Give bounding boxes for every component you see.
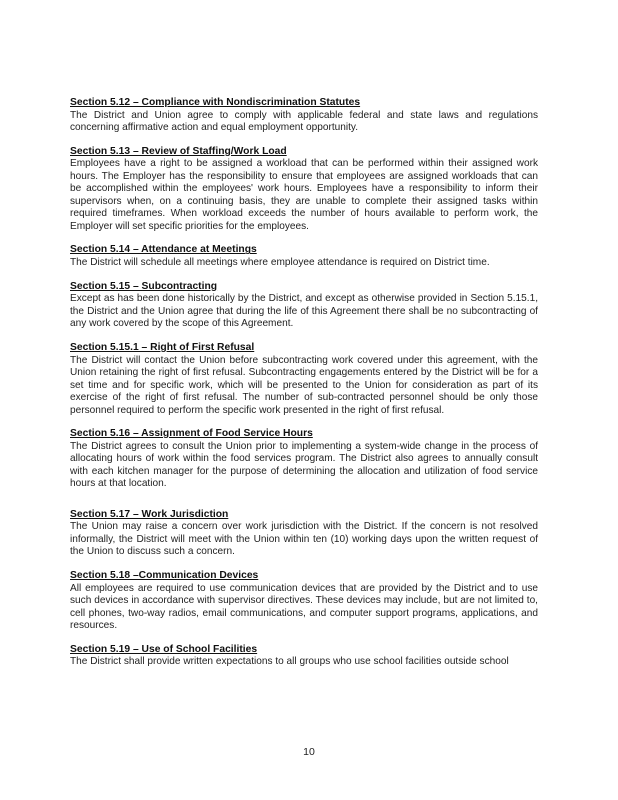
section-body: The District agrees to consult the Union prior to implementing a system-wide change in the process of allocating hours of work within the food services program. The District also agrees to annually consult with each kitchen manager for the purpose of determining the allocation and utilization of food service hours at that location.	[70, 440, 538, 490]
section-5-18	[70, 570, 538, 633]
section-heading: Section 5.16 – Assignment of Food Service Hours	[70, 428, 313, 440]
section-body: The District and Union agree to comply with applicable federal and state laws and regulations concerning affirmative action and equal employment opportunity.	[70, 109, 538, 134]
page-number: 10	[303, 746, 315, 758]
section-body: The District will schedule all meetings where employee attendance is required on District time.	[70, 257, 490, 269]
section-body: Employees have a right to be assigned a workload that can be performed within their assigned work hours. The Employer has the responsibility to ensure that employees are assigned workloads that can be accomplished within the employees' work hours. Employees have a responsibility to inform their supervisors when, on a continuing basis, they are unable to complete their assigned tasks within required timeframes. When workload exceeds the number of hours available to perform work, the Employer will set specific priorities for the employees.	[70, 158, 538, 232]
section-heading: Section 5.13 – Review of Staffing/Work Load	[70, 145, 287, 157]
section-heading: Section 5.19 – Use of School Facilities	[70, 643, 258, 655]
section-heading: Section 5.15.1 – Right of First Refusal	[70, 341, 255, 353]
section-heading: Section 5.12 – Compliance with Nondiscrimination Statutes	[70, 97, 361, 108]
page-content	[70, 97, 538, 680]
section-5-15	[70, 281, 538, 331]
section-heading: Section 5.17 – Work Jurisdiction	[70, 508, 229, 520]
section-body: The District shall provide written expectations to all groups who use school facilities outside school	[70, 656, 509, 668]
section-heading: Section 5.15 – Subcontracting	[70, 280, 218, 292]
section-body: The Union may raise a concern over work jurisdiction with the District. If the concern is not resolved informally, the District will meet with the Union within ten (10) working days upon the written request of the Union to discuss such a concern.	[70, 521, 538, 558]
section-heading: Section 5.14 – Attendance at Meetings	[70, 244, 257, 256]
section-5-13	[70, 146, 538, 234]
section-body: Except as has been done historically by the District, and except as otherwise provided in Section 5.15.1, the District and the Union agree that during the life of this Agreement there shall be no subcontracting of any work covered by the scope of this Agreement.	[70, 293, 538, 330]
section-5-14	[70, 244, 538, 269]
section-5-12	[70, 97, 538, 135]
section-5-19	[70, 644, 538, 669]
section-5-15-1	[70, 342, 538, 417]
section-body: All employees are required to use communication devices that are provided by the District and to use such devices in accordance with supervisor directives. These devices may include, but are not limited to, cell phones, two-way radios, email communications, and computer support programs, applications, and resources.	[70, 582, 538, 632]
section-heading: Section 5.18 –Communication Devices	[70, 569, 259, 581]
section-5-16	[70, 428, 538, 491]
section-5-17	[70, 509, 538, 559]
section-body: The District will contact the Union before subcontracting work covered under this agreement, with the Union retaining the right of first refusal. Subcontracting engagements entered by the District will be for a set time and for specific work, which will be presented to the Union for consideration as part of its exercise of the right of first refusal. The number of sub-contracted personnel should be only those personnel required to perform the specific work presented in the right of first refusal.	[70, 354, 538, 416]
